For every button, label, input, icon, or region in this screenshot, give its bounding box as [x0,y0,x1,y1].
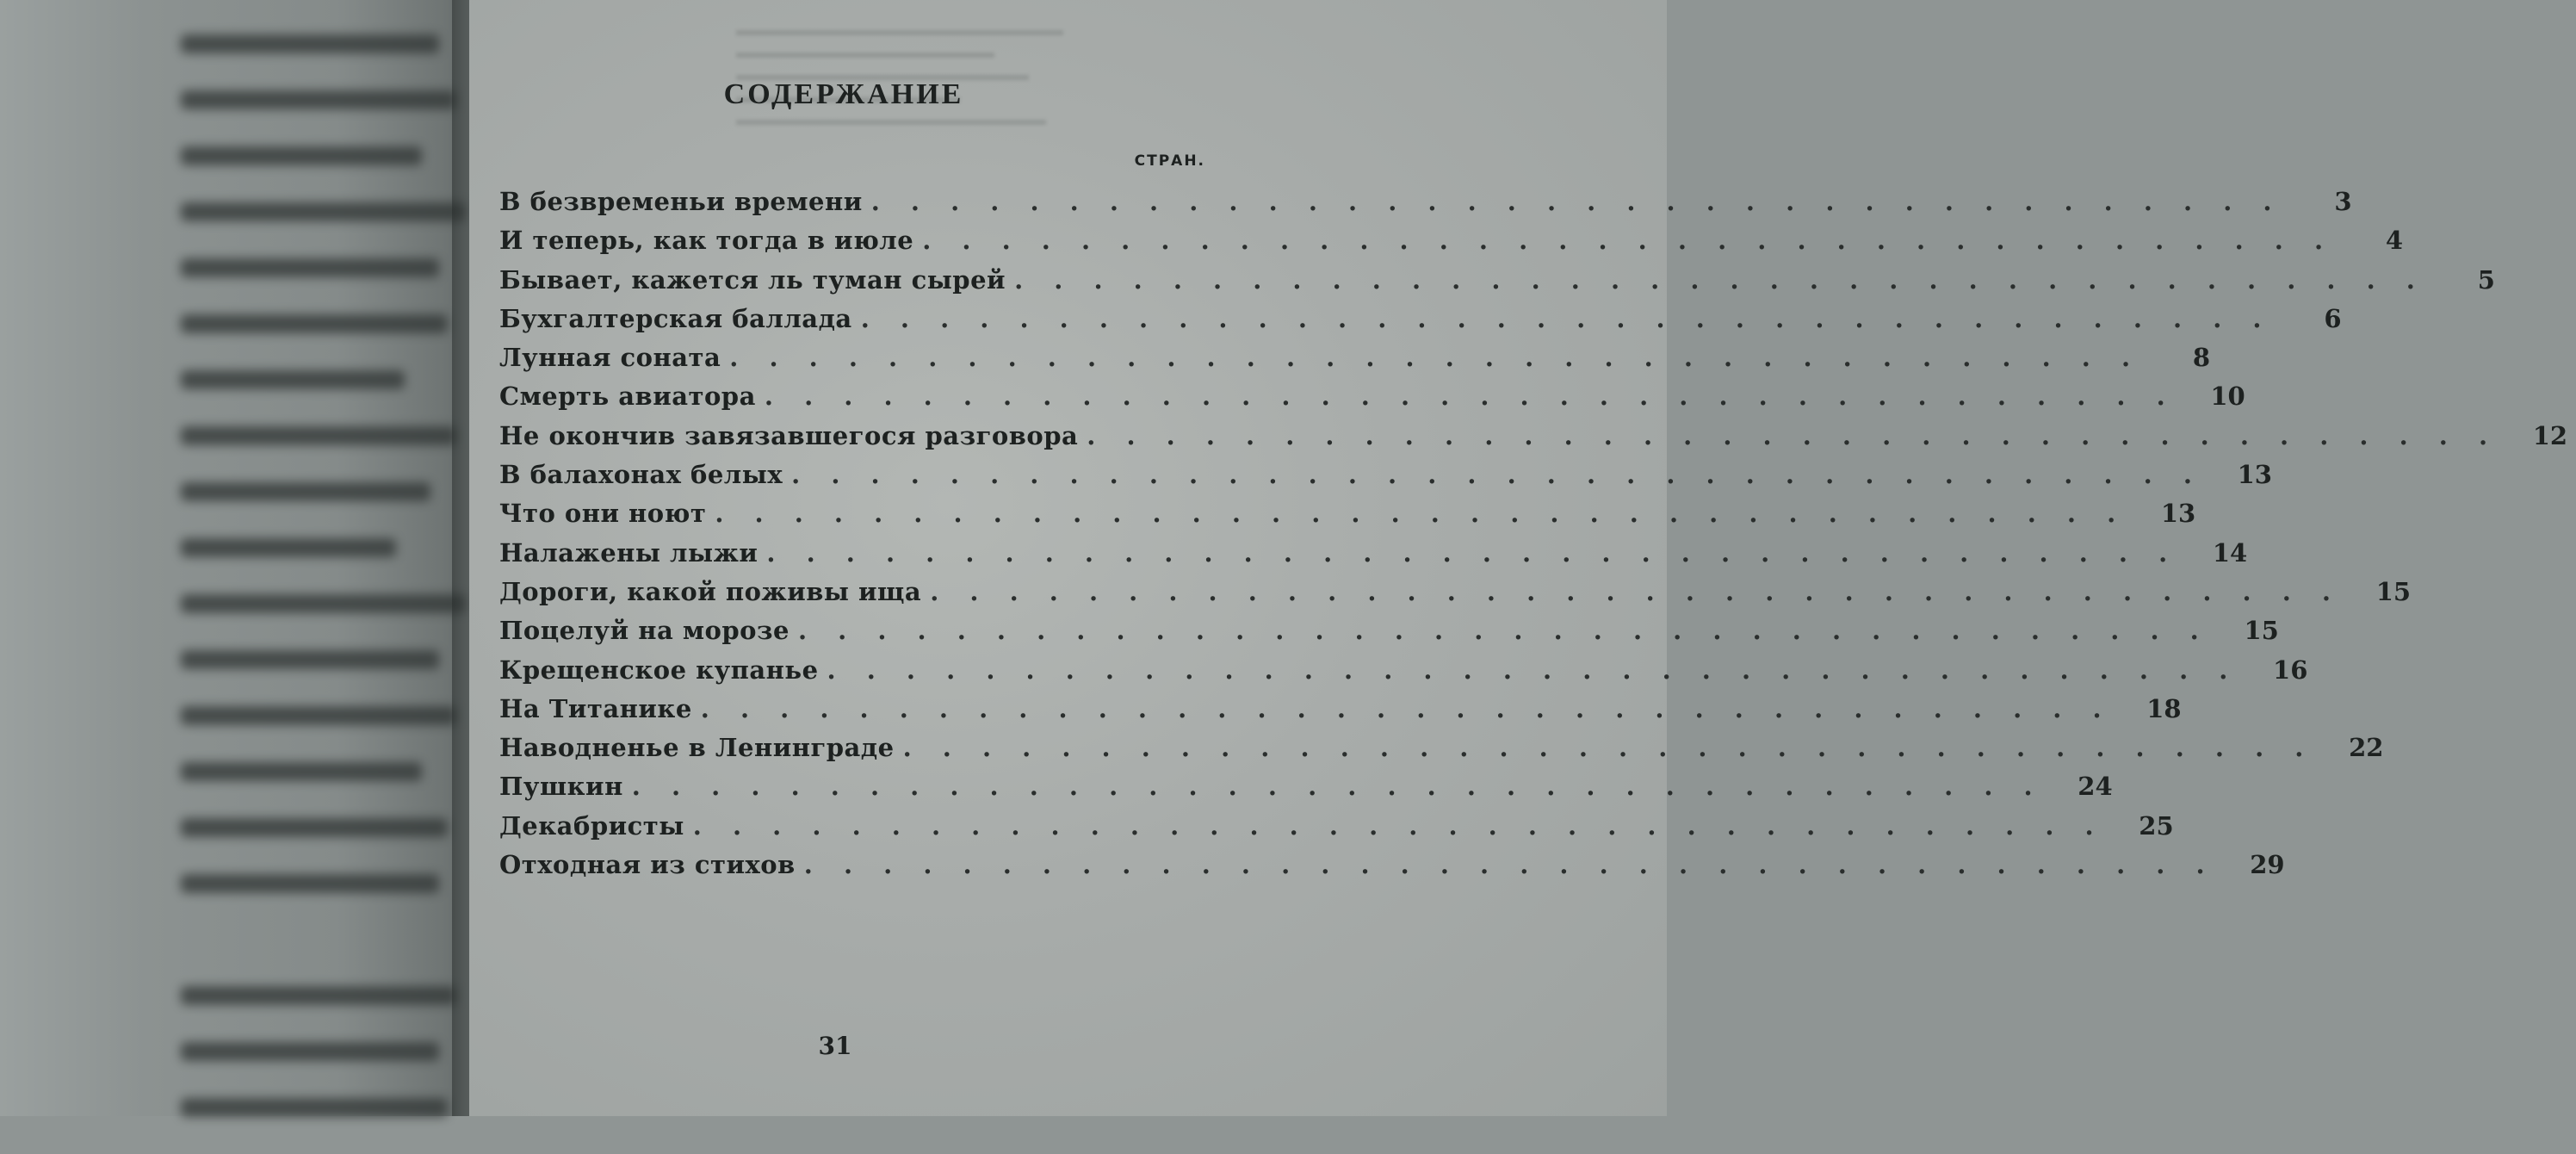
toc-entry [499,767,2113,806]
toc-entry-title: Пушкин [499,772,623,802]
toc-entry [499,690,2182,729]
toc-entry [499,183,2352,221]
toc-entry-page: 13 [2160,499,2196,529]
toc-leader-dots: . . . . . . . . . . . . . . . . . . . . . . . . . . . . . . . . . . . . [870,187,2283,216]
toc-heading: СОДЕРЖАНИЕ [723,78,964,110]
toc-entry-page: 15 [2244,616,2279,646]
toc-entry-page: 29 [2250,850,2285,880]
toc-entry-page: 18 [2146,693,2182,723]
toc-entry [499,300,2342,338]
toc-entry [499,534,2248,573]
toc-entry-page: 14 [2212,537,2248,568]
toc-entry-title: Лунная соната [499,343,721,373]
toc-entry-page: 10 [2210,382,2245,412]
toc-entry-page: 15 [2375,576,2412,606]
toc-entry [499,417,2568,456]
toc-entry-title: Дороги, какой поживы ища [499,576,922,606]
toc-entry [499,221,2404,260]
toc-entry-title: Не окончив завязавшегося разговора [499,420,1079,450]
toc-leader-dots: . . . . . . . . . . . . . . . . . . . . . . . . . . . . . . . . . . . . [827,655,2239,685]
page-number: 31 [818,1032,852,1060]
toc-leader-dots: . . . . . . . . . . . . . . . . . . . . . . . . . . . . . . . . . . . . [797,616,2210,646]
toc-entry [499,456,2272,494]
toc-entry [499,651,2308,690]
toc-leader-dots: . . . . . . . . . . . . . . . . . . . . . . . . . . . . . . . . . . . . [729,343,2142,373]
toc-entry [499,573,2412,611]
toc-leader-dots: . . . . . . . . . . . . . . . . . . . . . . . . . . . . . . . . . . . . [700,693,2113,723]
toc-leader-dots: . . . . . . . . . . . . . . . . . . . . . . . . . . . . . . . . . . . . [631,772,2044,802]
toc-entry-page: 24 [2078,772,2113,802]
left-page-text-blur [181,34,474,1154]
toc-entry-title: Крещенское купанье [499,655,819,685]
toc-leader-dots: . . . . . . . . . . . . . . . . . . . . . . . . . . . . . . . . . . . . [791,460,2203,490]
toc-leader-dots: . . . . . . . . . . . . . . . . . . . . . . . . . . . . . . . . . . . . [860,303,2273,333]
toc-entry-page: 5 [2477,264,2495,295]
toc-entries [499,183,2568,884]
toc-entry-title: В безвременьи времени [499,187,863,216]
toc-entry-title: Отходная из стихов [499,850,796,880]
toc-leader-dots: . . . . . . . . . . . . . . . . . . . . . . . . . . . . . . . . . . . . [930,576,2343,606]
toc-entry-title: И теперь, как тогда в июле [499,226,914,256]
toc-entry-title: Наводненье в Ленинграде [499,733,895,763]
toc-entry-page: 16 [2273,655,2308,685]
toc-leader-dots: . . . . . . . . . . . . . . . . . . . . . . . . . . . . . . . . . . . . [764,382,2177,412]
toc-entry-page: 13 [2237,460,2272,490]
toc-entry-page: 8 [2192,343,2211,373]
toc-entry-page: 3 [2334,187,2352,216]
toc-entry [499,377,2245,416]
toc-entry-title: В балахонах белых [499,460,783,490]
toc-entry-title: Налажены лыжи [499,537,759,568]
toc-entry [499,729,2384,767]
toc-entry-page: 22 [2349,733,2384,763]
toc-entry [499,807,2174,846]
toc-leader-dots: . . . . . . . . . . . . . . . . . . . . . . . . . . . . . . . . . . . . [803,850,2216,880]
toc-entry-title: Что они ноют [499,499,707,529]
toc-entry-page: 12 [2532,420,2568,450]
toc-entry-title: Бухгалтерская баллада [499,303,852,333]
toc-entry-page: 4 [2385,226,2404,256]
toc-leader-dots: . . . . . . . . . . . . . . . . . . . . . . . . . . . . . . . . . . . . [1087,420,2499,450]
toc-entry-title: Декабристы [499,810,684,841]
toc-leader-dots: . . . . . . . . . . . . . . . . . . . . . . . . . . . . . . . . . . . . [902,733,2315,763]
toc-leader-dots: . . . . . . . . . . . . . . . . . . . . . . . . . . . . . . . . . . . . [715,499,2127,529]
toc-leader-dots: . . . . . . . . . . . . . . . . . . . . . . . . . . . . . . . . . . . . [766,537,2179,568]
toc-entry [499,611,2279,650]
toc-entry-page: 25 [2139,810,2174,841]
toc-entry [499,494,2196,533]
toc-entry-title: Поцелуй на морозе [499,616,790,646]
toc-entry [499,338,2211,377]
toc-leader-dots: . . . . . . . . . . . . . . . . . . . . . . . . . . . . . . . . . . . . [922,226,2335,256]
toc-leader-dots: . . . . . . . . . . . . . . . . . . . . . . . . . . . . . . . . . . . . [692,810,2105,841]
toc-leader-dots: . . . . . . . . . . . . . . . . . . . . . . . . . . . . . . . . . . . . [1014,264,2426,295]
toc-entry-page: 6 [2324,303,2342,333]
toc-entry-title: Смерть авиатора [499,382,756,412]
table-of-contents [499,76,2568,884]
toc-entry [499,846,2285,884]
toc-entry [499,261,2495,300]
left-page-blurred [0,0,482,1116]
toc-entry-title: Бывает, кажется ль туман сырей [499,264,1006,295]
toc-entry-title: На Титанике [499,693,692,723]
pages-column-label: СТРАН. [1134,152,1205,170]
